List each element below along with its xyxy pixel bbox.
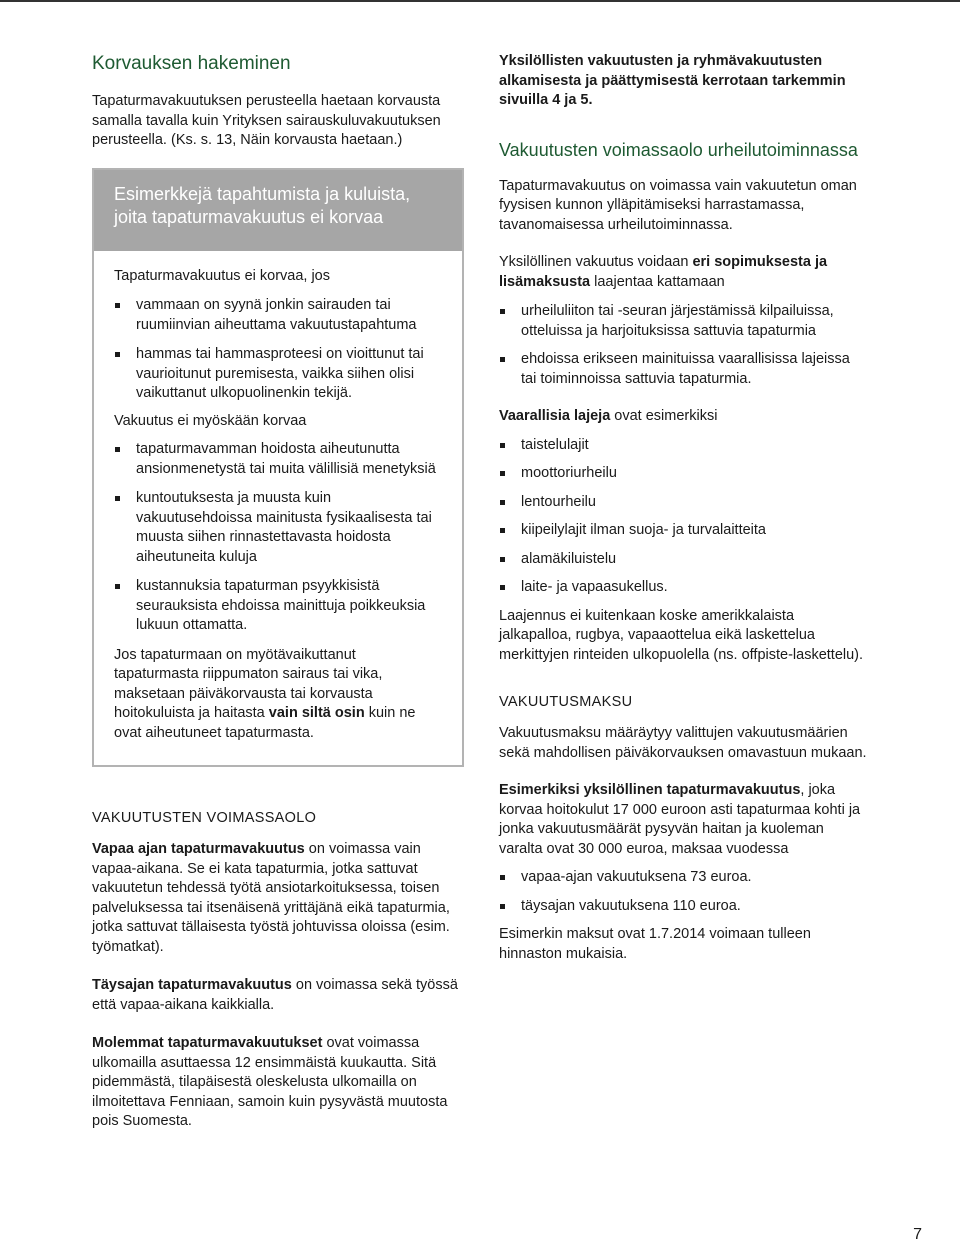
list-item: kustannuksia tapaturman psyykkisistä seurauksista ehdoissa mainittuja poikkeuksia lukuun ottamatta. (114, 577, 442, 636)
page-number: 7 (913, 1226, 922, 1243)
laajennus-post: laajentaa kattamaan (594, 273, 725, 290)
heading-urheilutoiminta: Vakuutusten voimassaolo urheilutoiminnassa (499, 139, 858, 160)
paragraph-molemmat (92, 1034, 464, 1132)
esimerkki-text: , joka korvaa hoitokulut 17 000 euroon asti tapaturmaa kohti ja jonka vakuutusmäärät pysyvän haitan ja kuoleman varalta ovat 30 000 euroa, maksaa vuodessa (499, 782, 861, 857)
paragraph-esimerkki (499, 781, 869, 859)
taysajan-text: on voimassa sekä työssä että vapaa-aikana kaikkialla. (92, 977, 458, 1013)
exclusions-box-body (94, 251, 462, 766)
paragraph-vakuutusmaksu: Vakuutusmaksu määräytyy valittujen vakuutusmäärien sekä mahdollisen päiväkorvauksen omavastuun mukaan. (499, 725, 867, 761)
list-item: kuntoutuksesta ja muusta kuin vakuutusehdoissa mainitusta fysikaalisesta tai muusta siihen rinnastettavasta hoidosta aiheutuneita kuluja (114, 489, 442, 567)
list-item: hammas tai hammasproteesi on vioittunut tai vaurioitunut puremisesta, vaikka siihen olisi vaikuttanut ulkopuolinenkin tekijä. (114, 345, 442, 404)
paragraph-urheilu-1: Tapaturmavakuutus on voimassa vain vakuutetun oman fyysisen kunnon ylläpitämiseksi harrastamassa, tavanomaisessa urheilutoiminnassa. (499, 177, 857, 233)
intro-paragraph: Tapaturmavakuutuksen perusteella haetaan korvausta samalla tavalla kuin Yrityksen sairauskuluvakuutuksen perusteella. (Ks. s. 13, Näin korvausta haetaan.) (92, 93, 441, 148)
list-item: kiipeilylajit ilman suoja- ja turvalaitteita (499, 521, 869, 541)
list-item: moottoriurheilu (499, 464, 869, 484)
exclusions-box (92, 168, 464, 768)
esimerkki-bold: Esimerkiksi yksilöllinen tapaturmavakuutus (499, 782, 801, 798)
heading-korvauksen-hakeminen: Korvauksen hakeminen (92, 53, 291, 74)
taysajan-bold: Täysajan tapaturmavakuutus (92, 977, 292, 993)
vaaralliset-list (499, 436, 869, 598)
exclusions-box-title: Esimerkkejä tapahtumista ja kuluista, joita tapaturmavakuutus ei korvaa (94, 170, 462, 251)
list-item: vapaa-ajan vakuutuksena 73 euroa. (499, 868, 869, 888)
list-item: ehdoissa erikseen mainituissa vaarallisissa lajeissa tai toiminnoissa sattuvia tapaturmia. (499, 350, 869, 389)
list-item: täysajan vakuutuksena 110 euroa. (499, 897, 869, 917)
bold-intro: Yksilöllisten vakuutusten ja ryhmävakuutusten alkamisesta ja päättymisestä kerrotaan tarkemmin sivuilla 4 ja 5. (499, 53, 846, 108)
heading-vakuutusten-voimassaolo: VAKUUTUSTEN VOIMASSAOLO (92, 810, 317, 826)
list-item: tapaturmavamman hoidosta aiheutunutta ansionmenetystä tai muita välillisiä menetyksiä (114, 440, 442, 479)
box-intro-1: Tapaturmavakuutus ei korvaa, jos (114, 267, 330, 284)
left-column (92, 52, 464, 1132)
molemmat-text: ovat voimassa ulkomailla asuttaessa 12 ensimmäistä kuukautta. Sitä pidemmästä, tilapäisestä oleskelusta ulkomailla on ilmoitettava Fenniaan, samoin kuin pysyvästä muutosta pois Suomesta. (92, 1035, 448, 1129)
paragraph-taysajan (92, 976, 464, 1015)
molemmat-bold: Molemmat tapaturmavakuutukset (92, 1035, 323, 1051)
laajennus-bold: eri sopimuksesta ja lisämaksusta (499, 254, 828, 290)
laajennus-list (499, 302, 869, 389)
list-item: alamäkiluistelu (499, 550, 869, 570)
box-list-2 (114, 440, 442, 636)
box-closing-post: kuin ne ovat aiheutuneet tapaturmasta. (114, 705, 416, 741)
heading-vakuutusmaksu: VAKUUTUSMAKSU (499, 694, 633, 710)
box-list-1 (114, 296, 442, 404)
list-item: lentourheilu (499, 493, 869, 513)
vapaa-ajan-bold: Vapaa ajan tapaturmavakuutus (92, 841, 305, 857)
top-rule (0, 0, 960, 2)
box-closing-pre: Jos tapaturmaan on myötävaikuttanut tapaturmasta riippumaton sairaus tai vika, maksetaan päiväkorvausta tai korvausta hoitokuluista ja haitasta (114, 646, 383, 721)
box-closing-paragraph (114, 646, 442, 744)
box-closing-bold: vain siltä osin (268, 705, 365, 721)
laajennus-pre: Yksilöllinen vakuutus voidaan (499, 254, 689, 270)
vaaralliset-bold: Vaarallisia lajeja (499, 408, 611, 424)
box-intro-2: Vakuutus ei myöskään korvaa (114, 412, 307, 429)
maksu-list (499, 868, 869, 916)
paragraph-urheilu-2 (499, 253, 869, 292)
right-column (499, 52, 869, 964)
vaaralliset-text: ovat esimerkiksi (614, 408, 718, 424)
paragraph-laajennus-rajoitus: Laajennus ei kuitenkaan koske amerikkalaista jalkapalloa, rugbya, vapaaottelua eikä laskettelua merkittyjen rinteiden ulkopuolella (ns. offpiste-laskettelu). (499, 607, 864, 663)
list-item: vammaan on syynä jonkin sairauden tai ruumiinvian aiheuttama vakuutustapahtuma (114, 296, 442, 335)
paragraph-vaaralliset (499, 407, 869, 427)
list-item: taistelulajit (499, 436, 869, 456)
paragraph-hinnasto: Esimerkin maksut ovat 1.7.2014 voimaan tulleen hinnaston mukaisia. (499, 926, 811, 962)
list-item: urheiluliiton tai -seuran järjestämissä kilpailuissa, otteluissa ja harjoituksissa sattuvia tapaturmia (499, 302, 869, 341)
paragraph-vapaa-ajan (92, 840, 464, 957)
list-item: laite- ja vapaasukellus. (499, 578, 869, 598)
vapaa-ajan-text: on voimassa vain vapaa-aikana. Se ei kata tapaturmia, jotka sattuvat vakuutetun tehdessä työtä ansiotarkoituksessa, toisen palveluksessa tai itsenäisenä yrittäjänä eikä tapaturmia, jotka sattuvat tällaisesta työstä johtuvissa oloissa (esim. työmatkat). (92, 841, 450, 955)
